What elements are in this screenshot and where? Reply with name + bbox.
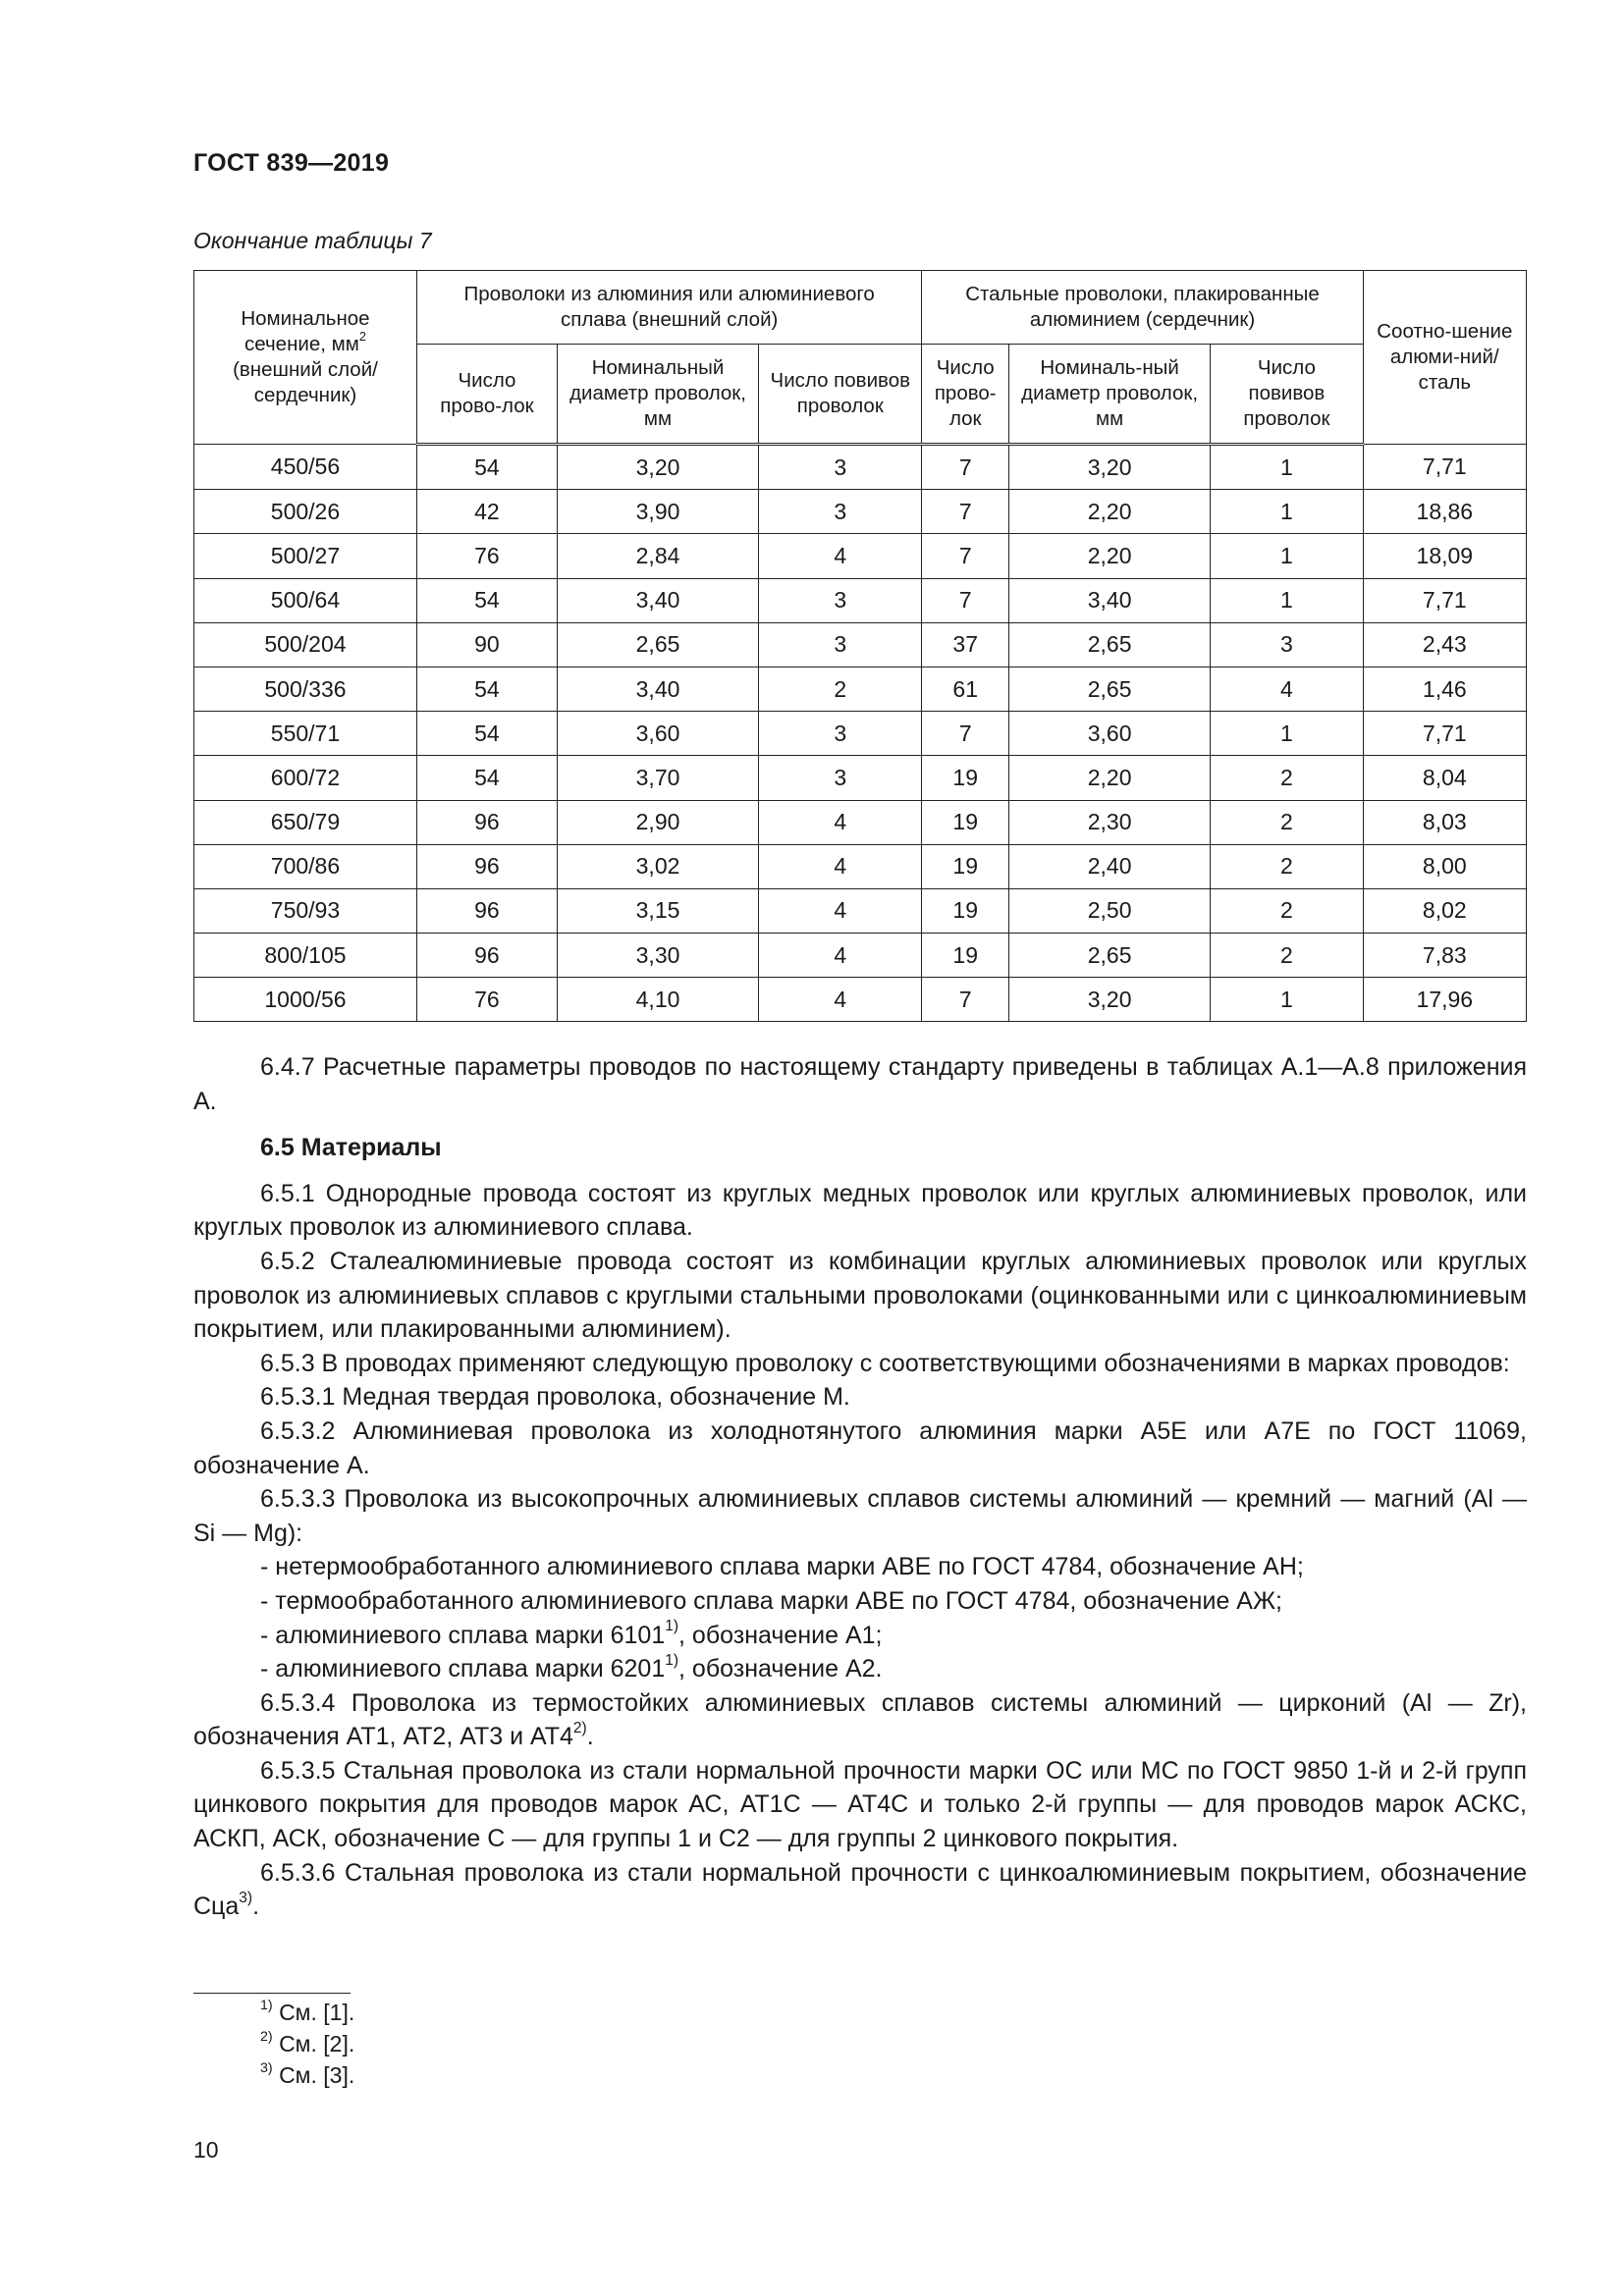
table-row — [194, 445, 1527, 490]
table-cell: 3,20 — [1009, 445, 1211, 490]
table-cell: 8,00 — [1363, 844, 1526, 888]
table-cell: 600/72 — [194, 756, 417, 800]
table-cell: 76 — [416, 534, 557, 578]
table-cell: 3,70 — [557, 756, 758, 800]
table-cell: 7 — [922, 534, 1009, 578]
table-cell: 3,02 — [557, 844, 758, 888]
table-cell: 18,09 — [1363, 534, 1526, 578]
table-body — [194, 445, 1527, 1022]
table-cell: 1 — [1211, 578, 1363, 622]
table-row — [194, 800, 1527, 844]
table-cell: 3,90 — [557, 490, 758, 534]
table-cell: 3,40 — [557, 578, 758, 622]
table-cell: 2,43 — [1363, 622, 1526, 667]
table-row — [194, 534, 1527, 578]
table-cell: 1 — [1211, 534, 1363, 578]
list-item: - нетермообработанного алюминиевого сплава марки АВЕ по ГОСТ 4784, обозначение АН; — [260, 1553, 1304, 1581]
table-cell: 2 — [1211, 756, 1363, 800]
table-cell: 96 — [416, 934, 557, 978]
table-cell: 18,86 — [1363, 490, 1526, 534]
table-row — [194, 888, 1527, 933]
table-row — [194, 667, 1527, 711]
table-cell: 76 — [416, 978, 557, 1022]
paragraph-6-4-7: 6.4.7 Расчетные параметры проводов по настоящему стандарту приведены в таблицах А.1—А.8 приложения А. — [193, 1053, 1527, 1115]
paragraph-6-5-3-2: 6.5.3.2 Алюминиевая проволока из холоднотянутого алюминия марки А5Е или А7Е по ГОСТ 11069, обозначение А. — [193, 1416, 1527, 1479]
table-cell: 2,65 — [1009, 667, 1211, 711]
header-steel-diameter: Номиналь-ный диаметр проволок, мм — [1009, 345, 1211, 445]
table-cell: 96 — [416, 800, 557, 844]
table-cell: 3 — [759, 445, 922, 490]
table-cell: 3 — [759, 578, 922, 622]
header-steel-twists: Число повивов проволок — [1211, 345, 1363, 445]
table-cell: 2 — [1211, 844, 1363, 888]
table-cell: 2,65 — [1009, 622, 1211, 667]
table-cell: 3 — [1211, 622, 1363, 667]
table-cell: 54 — [416, 445, 557, 490]
table-cell: 3,60 — [1009, 712, 1211, 756]
table-cell: 800/105 — [194, 934, 417, 978]
table-cell: 2,20 — [1009, 490, 1211, 534]
list-item: - алюминиевого сплава марки 6101$^{1)}$, обозначение А1; — [260, 1618, 883, 1649]
table-cell: 96 — [416, 844, 557, 888]
table-cell: 500/26 — [194, 490, 417, 534]
table-cell: 3,20 — [1009, 978, 1211, 1022]
table-row — [194, 578, 1527, 622]
paragraph-6-5-2: 6.5.2 Сталеалюминиевые провода состоят из комбинации круглых алюминиевых проволок или круглых проволок из алюминиевых сплавов с круглыми стальными проволоками (оцинкованными или с цинкоалюминиевым покрытием, или плакированными алюминием). — [193, 1247, 1527, 1344]
table-cell: 19 — [922, 800, 1009, 844]
table-cell: 3 — [759, 622, 922, 667]
table-cell: 700/86 — [194, 844, 417, 888]
table-row — [194, 844, 1527, 888]
table-7 — [193, 270, 1527, 1022]
table-row — [194, 490, 1527, 534]
table-cell: 1 — [1211, 490, 1363, 534]
table-cell: 19 — [922, 844, 1009, 888]
table-cell: 1 — [1211, 978, 1363, 1022]
table-cell: 4,10 — [557, 978, 758, 1022]
table-cell: 550/71 — [194, 712, 417, 756]
table-cell: 3 — [759, 756, 922, 800]
table-cell: 3 — [759, 490, 922, 534]
table-cell: 4 — [759, 800, 922, 844]
document-header: ГОСТ 839—2019 — [193, 149, 390, 177]
table-cell: 2,90 — [557, 800, 758, 844]
table-cell: 500/336 — [194, 667, 417, 711]
table-cell: 3,40 — [1009, 578, 1211, 622]
footnote-ref: 1) — [665, 1618, 679, 1635]
table-cell: 4 — [759, 888, 922, 933]
table-cell: 19 — [922, 934, 1009, 978]
table-cell: 7 — [922, 490, 1009, 534]
list-item: - термообработанного алюминиевого сплава марки АВЕ по ГОСТ 4784, обозначение АЖ; — [260, 1586, 1282, 1615]
footnote-ref: 1) — [665, 1651, 679, 1669]
paragraph-6-5-3-4: 6.5.3.4 Проволока из термостойких алюминиевых сплавов системы алюминий — цирконий (Al — Zr), обозначения АТ1, АТ2, АТ3 и АТ4$^{2)}$. — [193, 1688, 1527, 1751]
table-cell: 8,04 — [1363, 756, 1526, 800]
table-cell: 2 — [1211, 934, 1363, 978]
header-al-twists: Число повивов проволок — [759, 345, 922, 445]
paragraph-6-5-3-5: 6.5.3.5 Стальная проволока из стали нормальной прочности марки ОС или МС по ГОСТ 9850 1-й и 2-й групп цинкового покрытия для проводов марок АС, АТ1С — АТ4С и только 2-й группы — для проводов марок АСКС, АСКП, АСК, обозначение С — для группы 1 и С2 — для группы 2 цинкового покрытия. — [193, 1756, 1527, 1853]
table-cell: 4 — [759, 934, 922, 978]
table-cell: 4 — [1211, 667, 1363, 711]
table-cell: 3 — [759, 712, 922, 756]
table-cell: 54 — [416, 712, 557, 756]
table-cell: 19 — [922, 888, 1009, 933]
table-row — [194, 712, 1527, 756]
footnote: $^{1)}$ См. [1]. — [260, 1997, 355, 2025]
table-row — [194, 934, 1527, 978]
table-cell: 8,02 — [1363, 888, 1526, 933]
table-cell: 7,71 — [1363, 578, 1526, 622]
table-row — [194, 756, 1527, 800]
paragraph-6-5-3: 6.5.3 В проводах применяют следующую проволоку с соответствующими обозначениями в марках проводов: — [260, 1349, 1510, 1377]
table-cell: 500/204 — [194, 622, 417, 667]
table-cell: 7 — [922, 578, 1009, 622]
table-cell: 4 — [759, 844, 922, 888]
table-cell: 3,60 — [557, 712, 758, 756]
table-cell: 7,71 — [1363, 445, 1526, 490]
table-cell: 500/27 — [194, 534, 417, 578]
footnotes — [260, 1997, 354, 2091]
table-cell: 3,40 — [557, 667, 758, 711]
table-cell: 2,50 — [1009, 888, 1211, 933]
header-steel-wires: Стальные проволоки, плакированные алюминием (сердечник) — [922, 271, 1363, 345]
section-heading-6-5: 6.5 Материалы — [260, 1134, 442, 1162]
table-cell: 1000/56 — [194, 978, 417, 1022]
footnote: $^{2)}$ См. [2]. — [260, 2028, 355, 2056]
table-cell: 4 — [759, 978, 922, 1022]
table-cell: 2 — [759, 667, 922, 711]
table-cell: 19 — [922, 756, 1009, 800]
table-cell: 7 — [922, 978, 1009, 1022]
table-cell: 2,30 — [1009, 800, 1211, 844]
table-cell: 2,20 — [1009, 534, 1211, 578]
table-cell: 1,46 — [1363, 667, 1526, 711]
table-cell: 54 — [416, 756, 557, 800]
table-cell: 90 — [416, 622, 557, 667]
table-cell: 650/79 — [194, 800, 417, 844]
table-cell: 7 — [922, 445, 1009, 490]
table-cell: 2,84 — [557, 534, 758, 578]
table-cell: 7,71 — [1363, 712, 1526, 756]
table-caption: Окончание таблицы 7 — [193, 228, 432, 253]
table-cell: 61 — [922, 667, 1009, 711]
list-item: - алюминиевого сплава марки 6201$^{1)}$, обозначение А2. — [260, 1651, 883, 1683]
paragraph-6-5-3-1: 6.5.3.1 Медная твердая проволока, обозначение М. — [260, 1383, 850, 1412]
table-cell: 7 — [922, 712, 1009, 756]
table-cell: 54 — [416, 578, 557, 622]
body-text — [193, 1050, 1527, 1924]
table-cell: 2,65 — [1009, 934, 1211, 978]
table-cell: 2 — [1211, 888, 1363, 933]
header-aluminium-wires: Проволоки из алюминия или алюминиевого сплава (внешний слой) — [416, 271, 921, 345]
footnote-ref: 2) — [572, 1719, 587, 1736]
table-cell: 4 — [759, 534, 922, 578]
table-row — [194, 622, 1527, 667]
table-cell: 17,96 — [1363, 978, 1526, 1022]
table-cell: 96 — [416, 888, 557, 933]
table-cell: 1 — [1211, 445, 1363, 490]
table-cell: 1 — [1211, 712, 1363, 756]
table-cell: 500/64 — [194, 578, 417, 622]
footnote: $^{3)}$ См. [3]. — [260, 2059, 355, 2088]
header-al-count: Число прово-лок — [416, 345, 557, 445]
table-cell: 3,30 — [557, 934, 758, 978]
table-cell: 7,83 — [1363, 934, 1526, 978]
paragraph-6-5-3-3: 6.5.3.3 Проволока из высокопрочных алюминиевых сплавов системы алюминий — кремний — магний (Al — Si — Mg): — [193, 1485, 1527, 1547]
header-al-diameter: Номинальный диаметр проволок, мм — [557, 345, 758, 445]
footnote-divider — [193, 1993, 351, 1994]
table-cell: 450/56 — [194, 445, 417, 490]
table-row — [194, 978, 1527, 1022]
table-cell: 8,03 — [1363, 800, 1526, 844]
table-cell: 3,15 — [557, 888, 758, 933]
header-ratio: Соотно-шение алюми-ний/ сталь — [1363, 271, 1526, 445]
table-cell: 42 — [416, 490, 557, 534]
table-cell: 750/93 — [194, 888, 417, 933]
header-cross-section: Номинальное сечение, $мм^2$ (внешний слой/ сердечник) — [194, 271, 417, 445]
table-cell: 2,65 — [557, 622, 758, 667]
table-cell: 2 — [1211, 800, 1363, 844]
page-number: 10 — [193, 2137, 219, 2163]
footnote-ref: 3) — [239, 1889, 253, 1906]
table-cell: 3,20 — [557, 445, 758, 490]
paragraph-6-5-1: 6.5.1 Однородные провода состоят из круглых медных проволок или круглых алюминиевых проволок, или круглых проволок из алюминиевого сплава. — [193, 1179, 1527, 1242]
paragraph-6-5-3-6: 6.5.3.6 Стальная проволока из стали нормальной прочности с цинкоалюминиевым покрытием, обозначение Сца$^{3)}$. — [193, 1858, 1527, 1921]
header-steel-count: Число прово-лок — [922, 345, 1009, 445]
table-cell: 2,40 — [1009, 844, 1211, 888]
table-cell: 54 — [416, 667, 557, 711]
table-cell: 37 — [922, 622, 1009, 667]
table-cell: 2,20 — [1009, 756, 1211, 800]
